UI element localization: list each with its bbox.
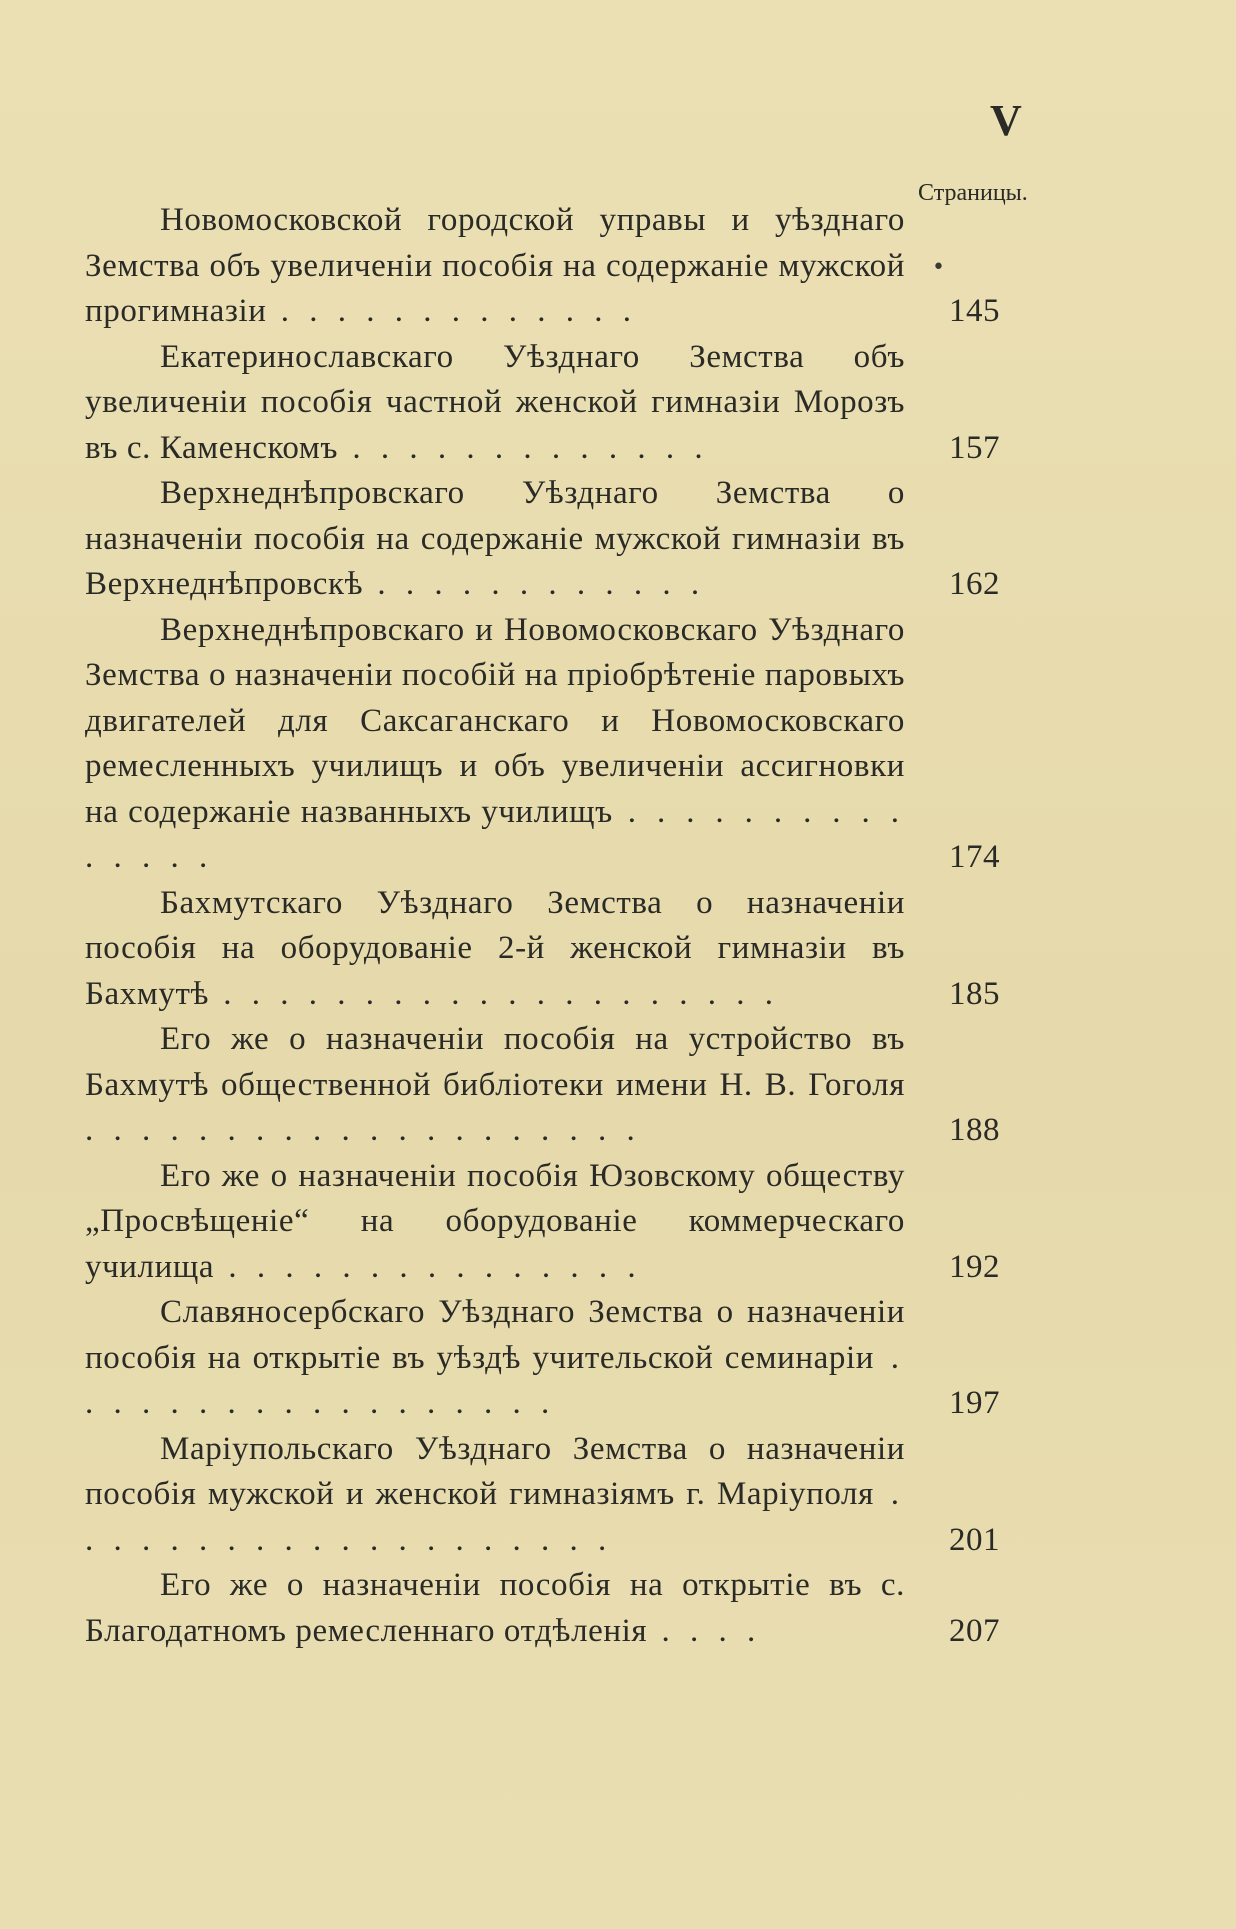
toc-entry-page: 185 [949,975,1000,1012]
toc-entry-page: 197 [949,1385,1000,1421]
toc-entry [85,881,1000,1018]
toc-entry [85,471,1000,608]
toc-entry-text: Его же о назначеніи пособія на устройство въ Бахмутѣ общественной библіотеки имени Н. В. Гоголя [85,1021,905,1103]
page-number: V [990,96,1022,145]
toc-entry-page: 157 [949,429,1000,466]
toc-entry-page: 207 [949,1612,1000,1649]
dot-leader: . . . . . . . . . . . . . . . . . . . . [209,975,780,1012]
toc-entry-text: Бахмутскаго Уѣзднаго Земства о назначеніи пособія на оборудованіе 2-й женской гимназіи въ Бахмутѣ [85,884,905,1012]
toc-entry-text: Славяносербскаго Уѣзднаго Земства о назначеніи пособія на открытіе въ уѣздѣ учительской семинаріи [85,1294,905,1376]
toc-entry-text: Екатеринославскаго Уѣзднаго Земства объ увеличеніи пособія частной женской гимназіи Морозъ въ с. Каменскомъ [85,338,905,466]
dot-leader: . . . . . . . . . . . . . [338,429,709,466]
toc-entry-page: 188 [949,1112,1000,1148]
toc-entry-text: Верхнеднѣпровскаго Уѣзднаго Земства о назначеніи пособія на содержаніе мужской гимназіи въ Верхнеднѣпровскѣ [85,475,905,602]
toc-entry [85,608,1000,881]
toc-entry [85,1017,1000,1154]
toc-entry-page: 145 [949,293,1000,329]
dot-leader: . . . . . . . . . . . . . . . . . . [85,1339,905,1421]
pages-column-header: Страницы. [918,180,1028,206]
toc-entry-text: Новомосковской городской управы и уѣзднаго Земства объ увеличеніи пособія на содержаніе мужской прогимназіи [85,202,905,329]
toc-entry [85,1154,1000,1291]
toc-entry-text: Его же о назначеніи пособія Юзовскому обществу „Просвѣщеніе“ на оборудованіе коммерческаго училища [85,1157,905,1285]
dot-leader: . . . . . . . . . . . . . . . [85,793,906,875]
toc-entry-text: Верхнеднѣпровскаго и Новомосковскаго Уѣзднаго Земства о назначеніи пособій на пріобрѣтеніе паровыхъ двигателей для Саксаганскаго и Новомосковскаго ремесленныхъ училищъ и объ увеличеніи ассигновки на содержаніе названныхъ училищъ [85,611,905,830]
dot-leader: . . . . . . . . . . . . [363,566,706,602]
toc-entry [85,198,1000,335]
toc-entry-text: Его же о назначеніи пособія на открытіе въ с. Благодатномъ ремесленнаго отдѣленія [85,1567,905,1649]
dot-leader: . . . . . . . . . . . . . . . . . . . . [85,1112,641,1148]
toc-entry [85,335,1000,472]
dot-leader: . . . . [647,1612,762,1649]
toc-entry-page: 174 [949,839,1000,875]
table-of-contents [85,198,1000,1654]
dot-leader: . . . . . . . . . . . . . . . [214,1248,642,1285]
toc-entry [85,1427,1000,1564]
toc-entry-text: Маріупольскаго Уѣзднаго Земства о назначеніи пособія мужской и женской гимназіямъ г. Маріуполя [85,1430,905,1512]
toc-entry-page: 201 [949,1521,1000,1558]
toc-entry [85,1563,1000,1654]
toc-entry [85,1290,1000,1427]
ink-mark-icon: • [932,255,945,280]
toc-entry-page: 192 [949,1248,1000,1285]
dot-leader: . . . . . . . . . . . . . [266,293,638,329]
dot-leader: . . . . . . . . . . . . . . . . . . . . [85,1476,905,1558]
toc-entry-page: 162 [949,566,1000,602]
